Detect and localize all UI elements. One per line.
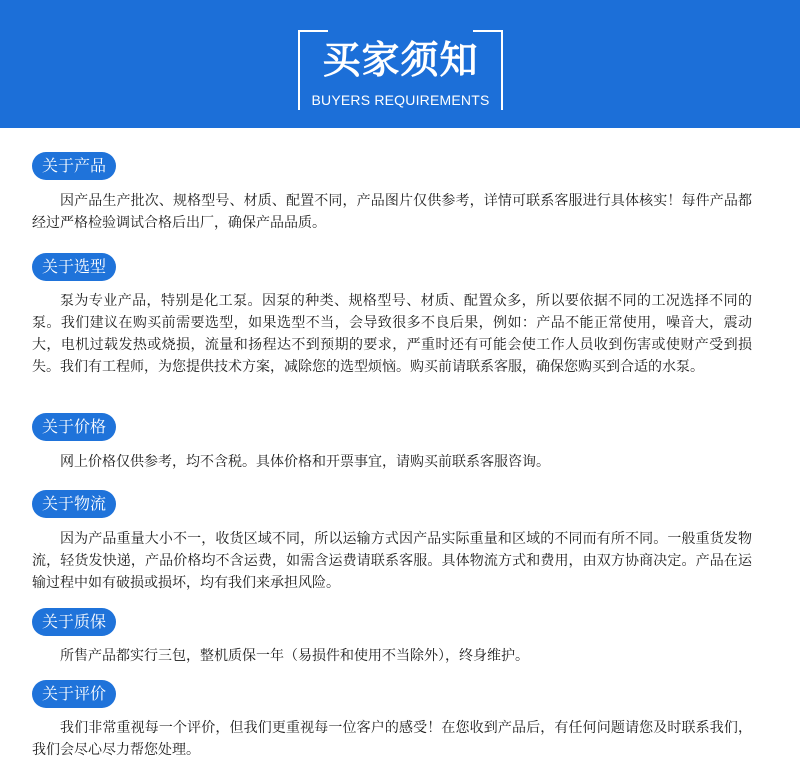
section-text-warranty: 所售产品都实行三包，整机质保一年（易损件和使用不当除外），终身维护。 [60,648,529,664]
section-heading-warranty: 关于质保 [32,608,116,636]
frame-top-left-line [298,30,328,32]
section-text-review: 我们非常重视每一个评价，但我们更重视每一位客户的感受！在您收到产品后，有任何问题请您及时联系我们，我们会尽心尽力帮您处理。 [32,720,752,758]
section-text-price: 网上价格仅供参考，均不含税。具体价格和开票事宜，请购买前联系客服咨询。 [60,454,550,470]
section-heading-review: 关于评价 [32,680,116,708]
page-subtitle: BUYERS REQUIREMENTS [311,92,490,108]
section-text-product: 因产品生产批次、规格型号、材质、配置不同，产品图片仅供参考，详情可联系客服进行具体核实！每件产品都经过严格检验调试合格后出厂，确保产品品质。 [32,193,752,231]
title-frame [298,30,503,110]
section-heading-product: 关于产品 [32,152,116,180]
header-banner [0,0,800,128]
frame-top-right-line [473,30,503,32]
section-text-selection: 泵为专业产品，特别是化工泵。因泵的种类、规格型号、材质、配置众多，所以要依据不同的工况选择不同的泵。我们建议在购买前需要选型，如果选型不当，会导致很多不良后果，例如：产品不能正常使用，噪音大，震动大，电机过载发热或烧损，流量和扬程达不到预期的要求，严重时还有可能会使工作人员收到伤害或使财产受到损失。我们有工程师，为您提供技术方案，减除您的选型烦恼。购买前请联系客服，确保您购买到合适的水泵。 [32,293,752,375]
section-heading-price: 关于价格 [32,413,116,441]
section-text-logistics: 因为产品重量大小不一，收货区域不同，所以运输方式因产品实际重量和区域的不同而有所不同。一般重货发物流，轻货发快递，产品价格均不含运费，如需含运费请联系客服。具体物流方式和费用，由双方协商决定。产品在运输过程中如有破损或损坏，均有我们来承担风险。 [32,531,752,591]
page-title: 买家须知 [322,38,479,82]
section-heading-logistics: 关于物流 [32,490,116,518]
section-heading-selection: 关于选型 [32,253,116,281]
